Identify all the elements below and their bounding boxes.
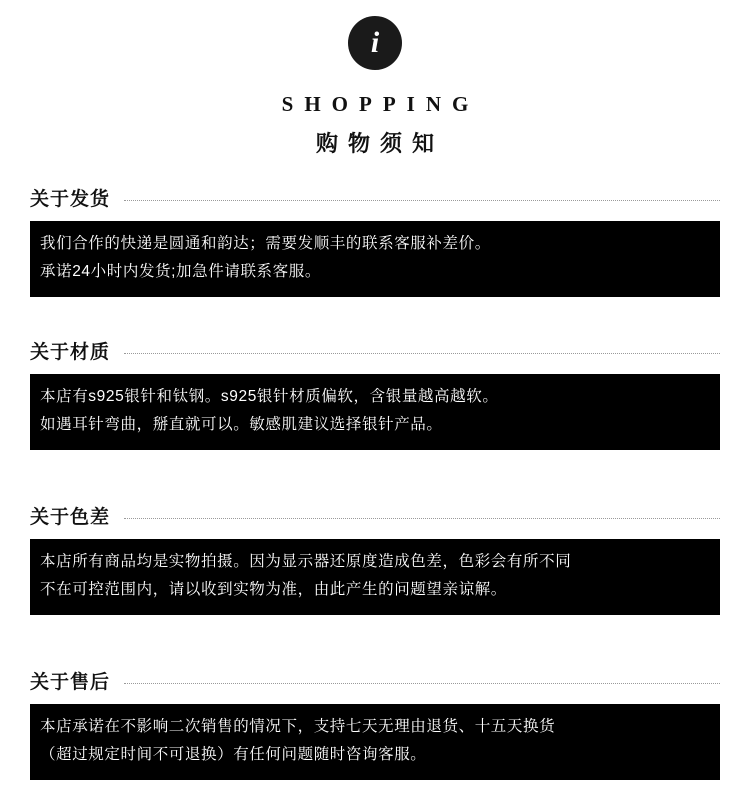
notice-sections <box>0 184 750 780</box>
section-material <box>30 337 720 450</box>
body-line: 本店所有商品均是实物拍摄。因为显示器还原度造成色差，色彩会有所不同 <box>40 553 572 570</box>
section-title: 关于色差 <box>30 507 111 528</box>
section-divider <box>124 353 720 354</box>
section-divider <box>124 683 720 684</box>
section-header <box>30 502 720 529</box>
page-header <box>0 0 750 158</box>
info-circle-icon <box>348 16 402 70</box>
body-line: 本店有s925银针和钛钢。s925银针材质偏软，含银量越高越软。 <box>40 388 499 405</box>
page-title-chinese: 购物须知 <box>315 131 444 156</box>
section-shipping <box>30 184 720 297</box>
section-after-sales <box>30 667 720 780</box>
section-divider <box>124 200 720 201</box>
section-body <box>30 221 720 297</box>
section-divider <box>124 518 720 519</box>
section-header <box>30 337 720 364</box>
info-icon-glyph: i <box>370 26 380 59</box>
section-color-difference <box>30 502 720 615</box>
section-body <box>30 539 720 615</box>
body-line: 我们合作的快递是圆通和韵达；需要发顺丰的联系客服补差价。 <box>40 235 491 252</box>
section-title: 关于材质 <box>30 342 111 363</box>
body-line: （超过规定时间不可退换）有任何问题随时咨询客服。 <box>40 746 427 763</box>
section-body <box>30 374 720 450</box>
section-header <box>30 667 720 694</box>
section-body <box>30 704 720 780</box>
section-title: 关于发货 <box>30 189 111 210</box>
body-line: 如遇耳针弯曲，掰直就可以。敏感肌建议选择银针产品。 <box>40 416 443 433</box>
body-line: 本店承诺在不影响二次销售的情况下，支持七天无理由退货、十五天换货 <box>40 718 556 735</box>
body-line: 不在可控范围内，请以收到实物为准，由此产生的问题望亲谅解。 <box>40 581 507 598</box>
body-line: 承诺24小时内发货;加急件请联系客服。 <box>40 263 321 280</box>
section-header <box>30 184 720 211</box>
section-title: 关于售后 <box>30 672 111 693</box>
page-title-english: SHOPPING <box>281 92 480 116</box>
